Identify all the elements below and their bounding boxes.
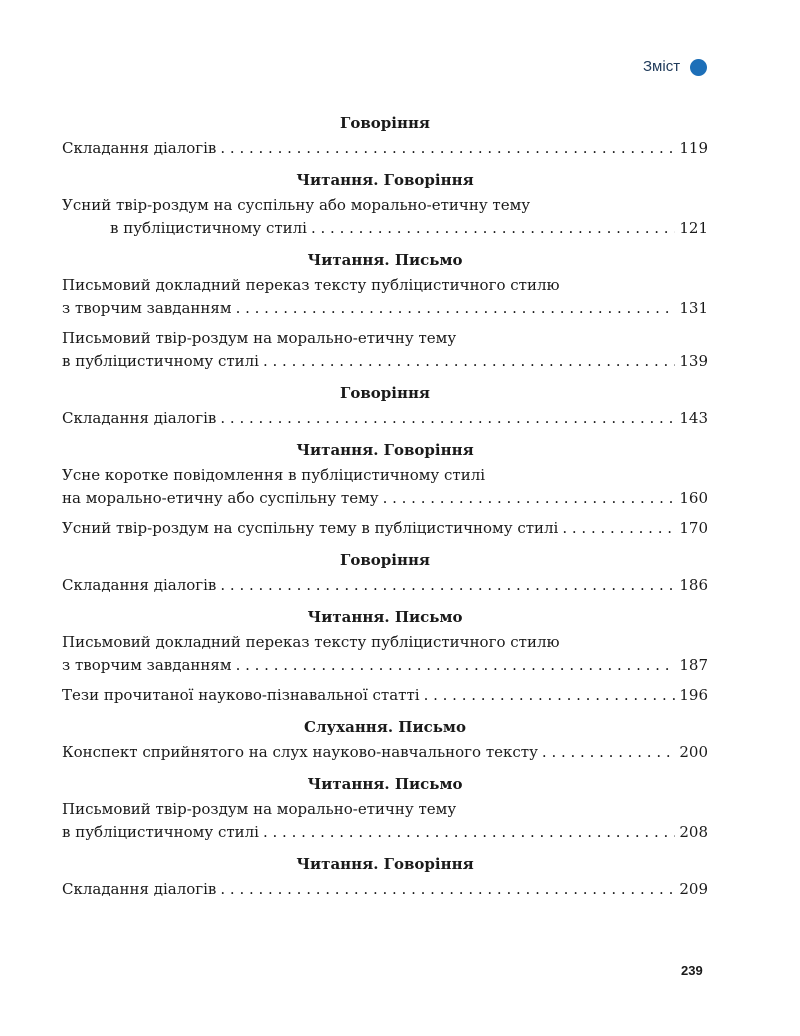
dot-leader <box>220 407 675 430</box>
toc-entry-page-number: 160 <box>679 489 708 507</box>
dot-leader <box>236 297 676 320</box>
toc-entry-title-line: Складання діалогів <box>62 139 217 157</box>
dot-leader <box>263 350 675 373</box>
toc-entry[interactable] <box>62 878 708 901</box>
toc-entry-title-line: Складання діалогів <box>62 880 217 898</box>
toc-entry-page-number: 187 <box>679 656 708 674</box>
header-dot-icon <box>690 59 707 76</box>
toc-entry-title-line: з творчим завданням <box>62 656 232 674</box>
toc-entry-page-number: 170 <box>679 519 708 537</box>
toc-entry-title-line: в публіцистичному стилі <box>62 352 259 370</box>
dot-leader <box>383 487 676 510</box>
section-heading: Читання. Письмо <box>307 775 463 793</box>
toc-entry-title-line: Складання діалогів <box>62 409 217 427</box>
section-heading: Говоріння <box>339 551 430 569</box>
toc-entry-title-line: Письмовий докладний переказ тексту публіцистичного стилю <box>62 276 560 294</box>
toc-entry-title-line: Письмовий твір-роздум на морально-етичну тему <box>62 800 457 818</box>
section-heading: Читання. Письмо <box>307 251 463 269</box>
dot-leader <box>220 878 675 901</box>
toc-entry[interactable] <box>62 407 708 430</box>
dot-leader <box>311 217 675 240</box>
section-heading: Говоріння <box>339 384 430 402</box>
section-heading: Читання. Говоріння <box>296 441 474 459</box>
section-heading: Читання. Говоріння <box>296 171 474 189</box>
dot-leader <box>220 574 675 597</box>
toc-entry-page-number: 121 <box>679 219 708 237</box>
toc-entry-page-number: 143 <box>679 409 708 427</box>
toc-entry-title-line: в публіцистичному стилі <box>62 823 259 841</box>
toc-entry[interactable] <box>62 574 708 597</box>
toc-entry-page-number: 200 <box>679 743 708 761</box>
toc-entry-title-line: Усне коротке повідомлення в публіцистичному стилі <box>62 466 486 484</box>
dot-leader <box>424 684 676 707</box>
dot-leader <box>263 821 675 844</box>
toc-entry-page-number: 119 <box>679 139 708 157</box>
toc-entry-title-line: на морально-етичну або суспільну тему <box>62 489 379 507</box>
toc-entry-title-line: Письмовий твір-роздум на морально-етичну тему <box>62 329 457 347</box>
toc-entry-title-line: з творчим завданням <box>62 299 232 317</box>
toc-entry-page-number: 209 <box>679 880 708 898</box>
toc-entry[interactable] <box>62 741 708 764</box>
toc-entry-title-line: в публіцистичному стилі <box>110 219 307 237</box>
dot-leader <box>562 517 675 540</box>
section-heading: Читання. Письмо <box>307 608 463 626</box>
page-number: 239 <box>681 963 703 978</box>
toc-entry[interactable] <box>62 194 708 240</box>
toc-entry[interactable] <box>62 631 708 677</box>
toc-entry-title-line: Складання діалогів <box>62 576 217 594</box>
toc-entry[interactable] <box>62 798 708 844</box>
toc-entry[interactable] <box>62 517 708 540</box>
toc-entry-page-number: 196 <box>679 686 708 704</box>
section-heading: Читання. Говоріння <box>296 855 474 873</box>
toc-entry-title-line: Усний твір-роздум на суспільну або морально-етичну тему <box>62 196 531 214</box>
toc-entry[interactable] <box>62 684 708 707</box>
dot-leader <box>542 741 675 764</box>
toc-entry-title-line: Тези прочитаної науково-пізнавальної статті <box>62 686 420 704</box>
toc-entry-page-number: 208 <box>679 823 708 841</box>
toc-entry[interactable] <box>62 274 708 320</box>
toc-entry-title-line: Письмовий докладний переказ тексту публіцистичного стилю <box>62 633 560 651</box>
toc-entry-title-line: Конспект сприйнятого на слух науково-навчального тексту <box>62 743 538 761</box>
toc-entry[interactable] <box>62 464 708 510</box>
dot-leader <box>220 137 675 160</box>
header-section-label: Зміст <box>643 58 681 75</box>
section-heading: Слухання. Письмо <box>304 718 466 736</box>
toc-entry-page-number: 131 <box>679 299 708 317</box>
section-heading: Говоріння <box>339 114 430 132</box>
toc-entry-title-line: Усний твір-роздум на суспільну тему в публіцистичному стилі <box>62 519 559 537</box>
toc-entry-page-number: 139 <box>679 352 708 370</box>
toc-entry[interactable] <box>62 137 708 160</box>
toc-entry[interactable] <box>62 327 708 373</box>
table-of-contents <box>62 110 708 908</box>
toc-entry-page-number: 186 <box>679 576 708 594</box>
dot-leader <box>236 654 676 677</box>
